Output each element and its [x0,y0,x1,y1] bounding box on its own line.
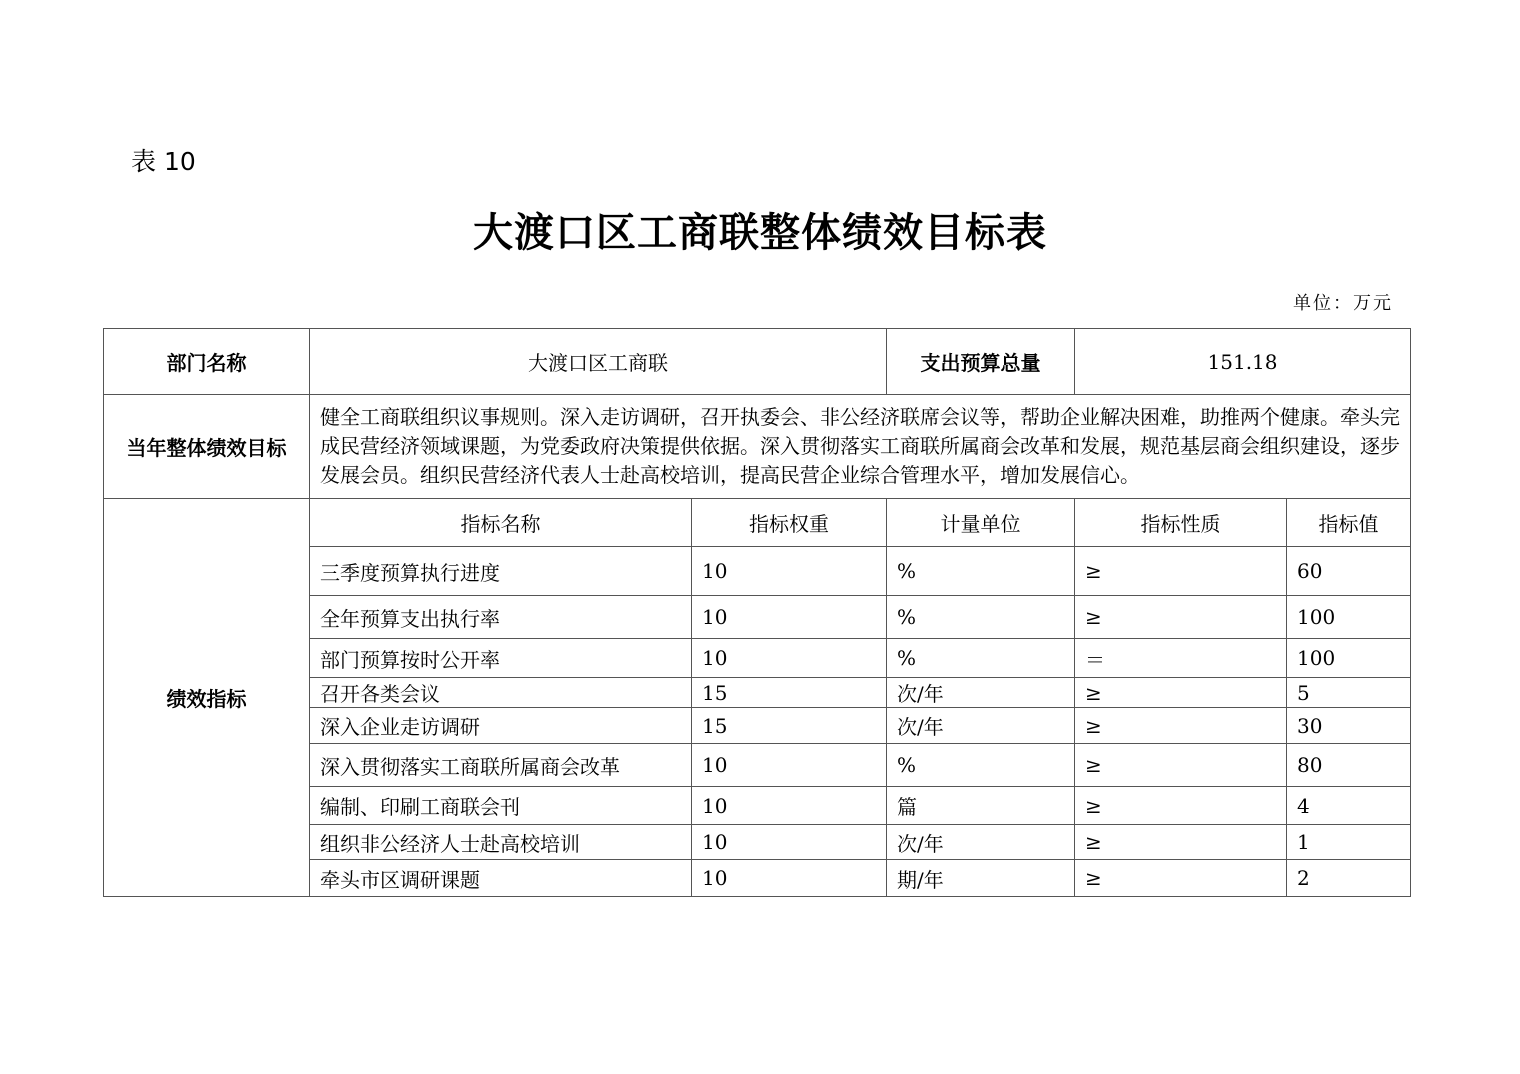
indicator-weight: 10 [692,547,887,596]
indicator-name: 召开各类会议 [310,678,692,708]
indicator-weight: 10 [692,744,887,787]
indicator-name: 深入企业走访调研 [310,708,692,744]
dept-name-value: 大渡口区工商联 [310,329,887,395]
indicator-weight: 10 [692,860,887,897]
indicator-weight: 15 [692,708,887,744]
header-nature: 指标性质 [1075,499,1287,547]
indicator-name: 编制、印刷工商联会刊 [310,787,692,825]
indicator-header-row [104,499,1411,547]
indicator-unit: 次/年 [887,678,1075,708]
indicator-value: 60 [1287,547,1411,596]
dept-row [104,329,1411,395]
indicator-value: 30 [1287,708,1411,744]
goal-row [104,395,1411,499]
indicator-unit: 期/年 [887,860,1075,897]
indicator-unit: % [887,639,1075,678]
indicator-nature: ≥ [1075,547,1287,596]
indicator-value: 100 [1287,596,1411,639]
indicator-weight: 10 [692,639,887,678]
indicator-value: 100 [1287,639,1411,678]
table-number: 表 10 [131,147,196,176]
indicator-name: 组织非公经济人士赴高校培训 [310,825,692,860]
indicator-nature: ≥ [1075,860,1287,897]
indicator-nature: ≥ [1075,744,1287,787]
indicator-nature: ≥ [1075,825,1287,860]
indicator-unit: % [887,547,1075,596]
indicator-name: 三季度预算执行进度 [310,547,692,596]
indicator-name: 牵头市区调研课题 [310,860,692,897]
unit-label: 单位：万元 [1293,293,1393,314]
indicator-weight: 10 [692,596,887,639]
indicator-nature: ≥ [1075,708,1287,744]
header-unit: 计量单位 [887,499,1075,547]
indicator-unit: 篇 [887,787,1075,825]
indicator-unit: % [887,744,1075,787]
indicator-value: 4 [1287,787,1411,825]
indicator-name: 部门预算按时公开率 [310,639,692,678]
indicator-name: 深入贯彻落实工商联所属商会改革 [310,744,692,787]
indicator-unit: % [887,596,1075,639]
indicator-value: 80 [1287,744,1411,787]
header-weight: 指标权重 [692,499,887,547]
indicator-unit: 次/年 [887,708,1075,744]
budget-value: 151.18 [1075,329,1411,395]
indicator-weight: 10 [692,825,887,860]
indicator-weight: 10 [692,787,887,825]
indicator-nature: ＝ [1075,639,1287,678]
page-title: 大渡口区工商联整体绩效目标表 [473,209,1047,256]
goal-label: 当年整体绩效目标 [104,395,310,499]
dept-name-label: 部门名称 [104,329,310,395]
header-indicator-name: 指标名称 [310,499,692,547]
indicator-name: 全年预算支出执行率 [310,596,692,639]
header-value: 指标值 [1287,499,1411,547]
indicator-value: 5 [1287,678,1411,708]
indicator-weight: 15 [692,678,887,708]
indicator-value: 1 [1287,825,1411,860]
indicator-unit: 次/年 [887,825,1075,860]
indicator-nature: ≥ [1075,678,1287,708]
indicators-label: 绩效指标 [104,499,310,897]
indicator-value: 2 [1287,860,1411,897]
budget-label: 支出预算总量 [887,329,1075,395]
indicator-nature: ≥ [1075,596,1287,639]
goal-text: 健全工商联组织议事规则。深入走访调研，召开执委会、非公经济联席会议等，帮助企业解决困难，助推两个健康。牵头完成民营经济领域课题，为党委政府决策提供依据。深入贯彻落实工商联所属商会改革和发展，规范基层商会组织建设，逐步发展会员。组织民营经济代表人士赴高校培训，提高民营企业综合管理水平，增加发展信心。 [310,395,1411,499]
indicator-nature: ≥ [1075,787,1287,825]
performance-table [103,328,1411,897]
